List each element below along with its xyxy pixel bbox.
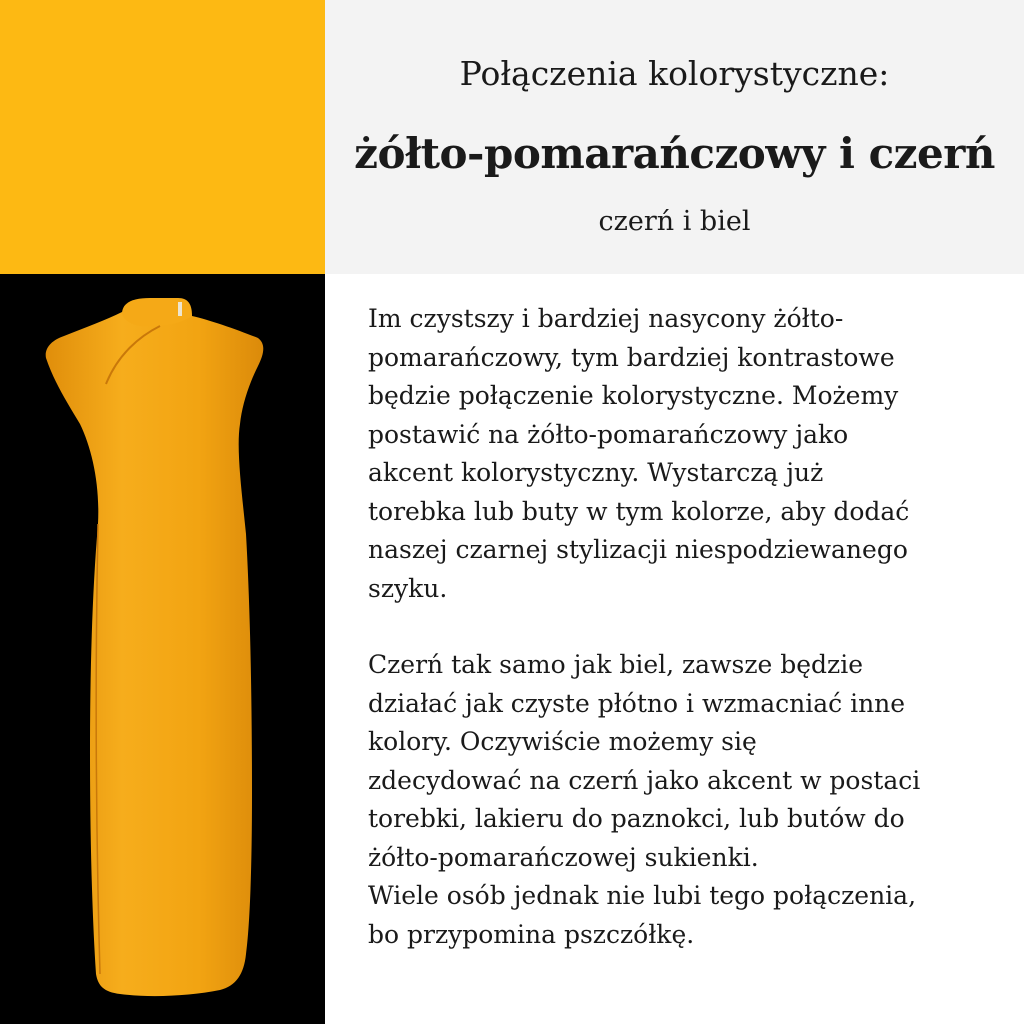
- paragraph: Czerń tak samo jak biel, zawsze będzie działać jak czyste płótno i wzmacniać inne kolory. Oczywiście możemy się zdecydować na czerń jako akcent w postaci torebki, lakieru do paznokci, lub butów do żółto-pomarańczowej sukienki. Wiele osób jednak nie lubi tego połączenia, bo przypomina pszczółkę.: [368, 650, 921, 949]
- dress-photo: [0, 274, 325, 1024]
- dress-illustration: [0, 274, 325, 1024]
- combination-subtitle: żółto-pomarańczowy i czerń: [354, 129, 995, 178]
- yellow-orange-swatch: [0, 0, 325, 274]
- paragraph: Im czystszy i bardziej nasycony żółto- pomarańczowy, tym bardziej kontrastowe będzie połączenie kolorystyczne. Możemy postawić na żółto-pomarańczowy jako akcent kolorystyczny. Wystarczą już torebka lub buty w tym kolorze, aby dodać naszej czarnej stylizacji niespodziewanego szyku.: [368, 304, 910, 603]
- article-body: [368, 300, 1013, 954]
- page-title: Połączenia kolorystyczne:: [459, 54, 890, 93]
- tagline: czerń i biel: [598, 206, 751, 237]
- collar-clasp: [178, 302, 182, 316]
- header: [325, 0, 1024, 274]
